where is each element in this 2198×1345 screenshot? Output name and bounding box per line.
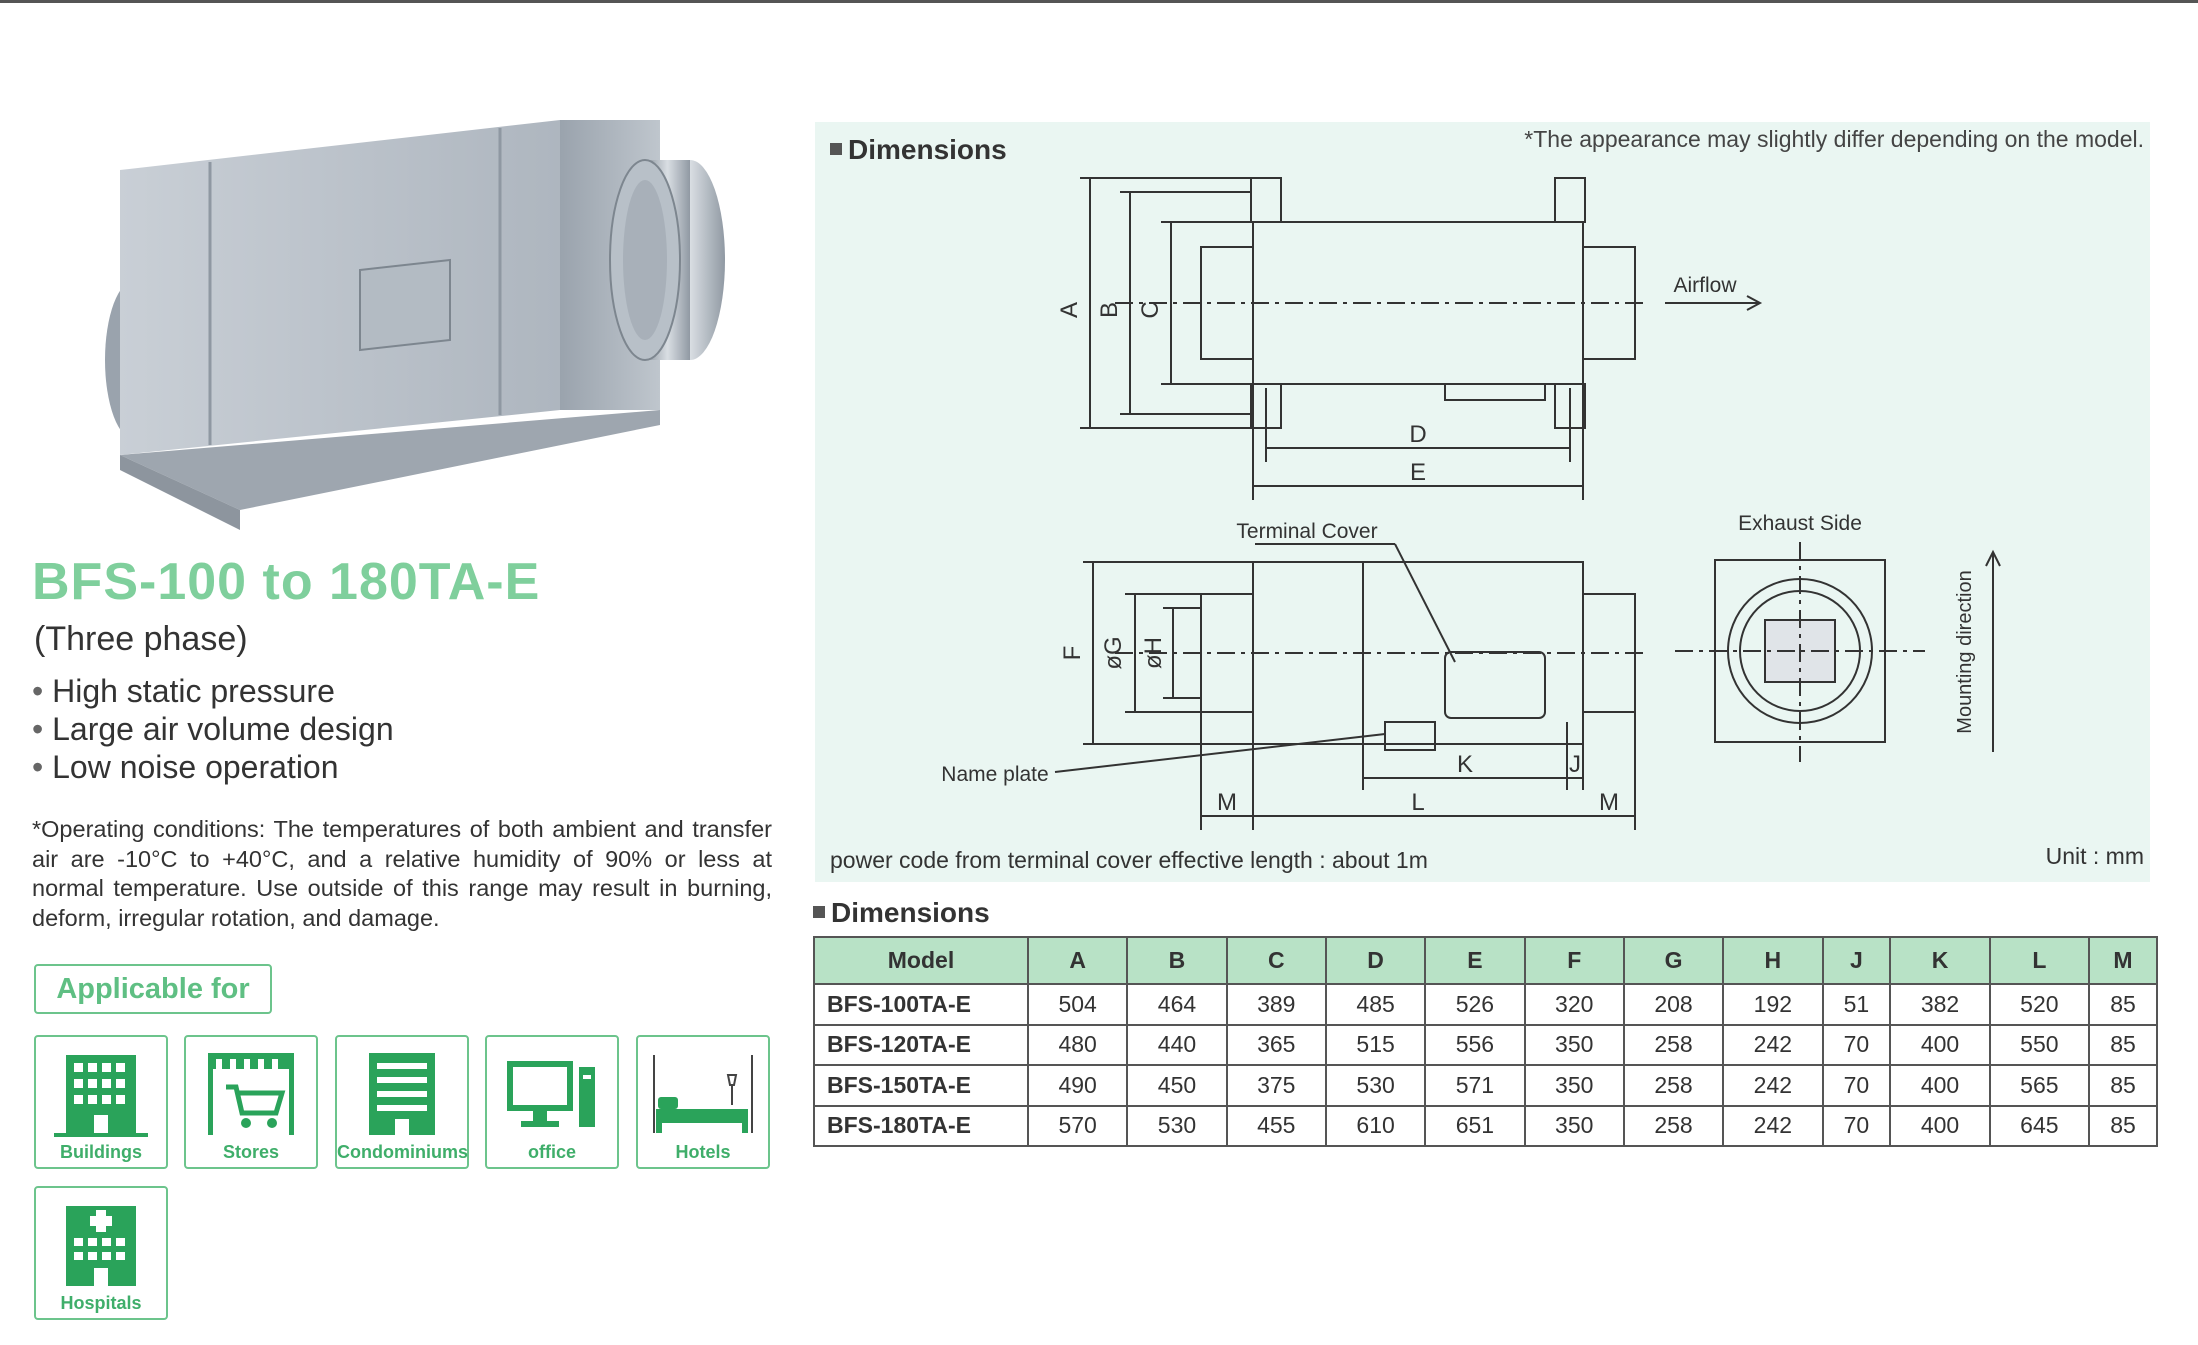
table-cell: 258 — [1624, 1065, 1723, 1106]
column-header: E — [1425, 937, 1524, 984]
product-title: BFS-100 to 180TA-E — [32, 553, 541, 611]
table-cell: 455 — [1227, 1106, 1326, 1147]
applicable-for-heading: Applicable for — [34, 964, 272, 1014]
column-header: J — [1823, 937, 1891, 984]
feature-list — [32, 672, 394, 786]
table-cell: 504 — [1028, 984, 1127, 1025]
table-cell: 320 — [1525, 984, 1624, 1025]
unit-note: Unit : mm — [2045, 843, 2144, 869]
table-cell: 51 — [1823, 984, 1891, 1025]
table-cell: 440 — [1127, 1025, 1226, 1066]
condominium-icon — [347, 1047, 457, 1137]
table-cell: 85 — [2089, 1025, 2157, 1066]
table-header-row — [814, 937, 2157, 984]
table-cell: 242 — [1723, 1025, 1822, 1066]
terminal-cover-label: Terminal Cover — [1236, 520, 1378, 543]
column-header: L — [1990, 937, 2089, 984]
table-cell: 526 — [1425, 984, 1524, 1025]
applicable-label: Condominiums — [337, 1142, 468, 1162]
column-header: C — [1227, 937, 1326, 984]
dim-label-b: B — [1096, 301, 1123, 319]
table-cell: 400 — [1890, 1025, 1989, 1066]
dim-label-h: øH — [1140, 637, 1167, 669]
model-cell: BFS-150TA-E — [814, 1065, 1028, 1106]
applicable-card-office — [485, 1035, 619, 1169]
table-cell: 550 — [1990, 1025, 2089, 1066]
table-cell: 85 — [2089, 1106, 2157, 1147]
table-cell: 85 — [2089, 984, 2157, 1025]
applicable-card-stores — [184, 1035, 318, 1169]
bed-icon — [648, 1047, 758, 1137]
applicable-card-condominiums — [335, 1035, 469, 1169]
table-row — [814, 1106, 2157, 1147]
drawing-heading: Dimensions — [830, 134, 1007, 166]
hospital-icon — [46, 1198, 156, 1288]
column-header: G — [1624, 937, 1723, 984]
column-header: K — [1890, 937, 1989, 984]
table-cell: 485 — [1326, 984, 1425, 1025]
table-cell: 389 — [1227, 984, 1326, 1025]
table-cell: 258 — [1624, 1106, 1723, 1147]
table-cell: 365 — [1227, 1025, 1326, 1066]
column-header: A — [1028, 937, 1127, 984]
column-header: F — [1525, 937, 1624, 984]
dim-label-l: L — [1411, 789, 1425, 816]
table-cell: 556 — [1425, 1025, 1524, 1066]
exhaust-side-label: Exhaust Side — [1738, 512, 1862, 535]
feature-item: • High static pressure — [32, 672, 394, 710]
mounting-direction-label: Mounting direction — [1954, 570, 1976, 734]
column-header: Model — [814, 937, 1028, 984]
model-cell: BFS-120TA-E — [814, 1025, 1028, 1066]
table-cell: 382 — [1890, 984, 1989, 1025]
dim-label-m: M — [1599, 789, 1619, 816]
table-heading: Dimensions — [813, 897, 990, 929]
column-header: M — [2089, 937, 2157, 984]
applicable-label: Buildings — [60, 1142, 142, 1162]
table-cell: 645 — [1990, 1106, 2089, 1147]
table-cell: 375 — [1227, 1065, 1326, 1106]
table-cell: 70 — [1823, 1065, 1891, 1106]
table-cell: 480 — [1028, 1025, 1127, 1066]
dimension-drawing — [815, 122, 2150, 882]
applicable-card-hotels — [636, 1035, 770, 1169]
table-row — [814, 1065, 2157, 1106]
feature-item: • Large air volume design — [32, 710, 394, 748]
applicable-label: Stores — [222, 1142, 280, 1162]
dimension-table — [813, 936, 2158, 1147]
building-icon — [46, 1047, 156, 1137]
appearance-note: *The appearance may slightly differ depending on the model. — [1524, 126, 2144, 152]
dim-label-d: D — [1409, 421, 1427, 448]
table-cell: 530 — [1326, 1065, 1425, 1106]
model-cell: BFS-180TA-E — [814, 1106, 1028, 1147]
table-cell: 490 — [1028, 1065, 1127, 1106]
column-header: H — [1723, 937, 1822, 984]
table-cell: 400 — [1890, 1106, 1989, 1147]
column-header: D — [1326, 937, 1425, 984]
dim-label-g: øG — [1100, 636, 1127, 670]
table-cell: 350 — [1525, 1065, 1624, 1106]
dim-label-f: F — [1059, 645, 1086, 661]
airflow-label: Airflow — [1673, 274, 1737, 297]
table-cell: 258 — [1624, 1025, 1723, 1066]
dim-label-m: M — [1217, 789, 1237, 816]
table-cell: 192 — [1723, 984, 1822, 1025]
table-row — [814, 1025, 2157, 1066]
dim-label-a: A — [1056, 301, 1083, 319]
applicable-label: Hospitals — [60, 1293, 142, 1313]
table-cell: 464 — [1127, 984, 1226, 1025]
table-cell: 571 — [1425, 1065, 1524, 1106]
applicable-card-buildings — [34, 1035, 168, 1169]
column-header: B — [1127, 937, 1226, 984]
table-cell: 651 — [1425, 1106, 1524, 1147]
table-cell: 350 — [1525, 1025, 1624, 1066]
table-cell: 565 — [1990, 1065, 2089, 1106]
operating-conditions-note: *Operating conditions: The temperatures of both ambient and transfer air are -10°C to +40°C, and a relative humidity of 90% or less at normal temperature. Use outside of this range may result in burning, deform, irregular rotation, and damage. — [32, 816, 772, 931]
table-cell: 70 — [1823, 1106, 1891, 1147]
applicable-label: Hotels — [675, 1142, 731, 1162]
name-plate-label: Name plate — [941, 763, 1049, 786]
table-cell: 450 — [1127, 1065, 1226, 1106]
table-cell: 70 — [1823, 1025, 1891, 1066]
product-subtitle: (Three phase) — [34, 620, 248, 658]
dim-label-k: K — [1456, 751, 1474, 778]
dim-label-j: J — [1569, 751, 1581, 778]
table-cell: 515 — [1326, 1025, 1425, 1066]
computer-icon — [497, 1047, 607, 1137]
table-cell: 570 — [1028, 1106, 1127, 1147]
table-cell: 350 — [1525, 1106, 1624, 1147]
applicable-label: office — [527, 1142, 576, 1162]
table-row — [814, 984, 2157, 1025]
table-cell: 85 — [2089, 1065, 2157, 1106]
table-cell: 530 — [1127, 1106, 1226, 1147]
dim-label-c: C — [1137, 301, 1164, 319]
product-photo — [100, 110, 740, 530]
dim-label-e: E — [1409, 459, 1427, 486]
table-cell: 400 — [1890, 1065, 1989, 1106]
table-cell: 208 — [1624, 984, 1723, 1025]
table-cell: 242 — [1723, 1065, 1822, 1106]
table-cell: 610 — [1326, 1106, 1425, 1147]
applicable-card-hospitals — [34, 1186, 168, 1320]
table-cell: 242 — [1723, 1106, 1822, 1147]
feature-item: • Low noise operation — [32, 748, 394, 786]
model-cell: BFS-100TA-E — [814, 984, 1028, 1025]
table-cell: 520 — [1990, 984, 2089, 1025]
power-cord-note: power code from terminal cover effective length : about 1m — [830, 847, 1428, 873]
top-rule — [0, 0, 2198, 3]
shopping-cart-icon — [196, 1047, 306, 1137]
